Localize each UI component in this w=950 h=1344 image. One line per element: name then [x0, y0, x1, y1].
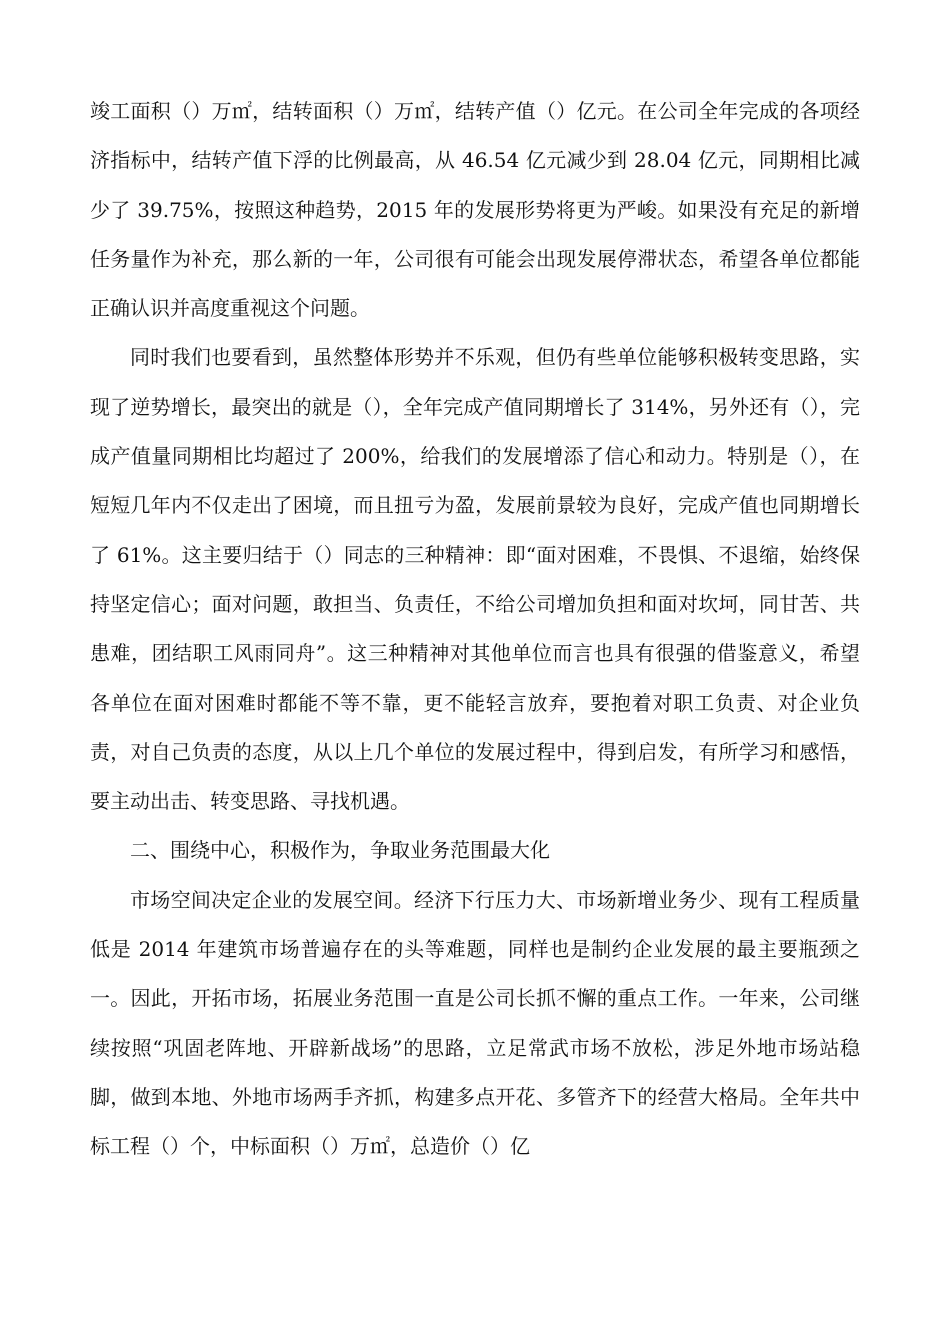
document-body	[90, 87, 860, 1172]
paragraph-completion-figures: 竣工面积（）万㎡，结转面积（）万㎡，结转产值（）亿元。在公司全年完成的各项经济指标中，结转产值下浮的比例最高，从 46.54 亿元减少到 28.04 亿元，同期相比减少了 39.75%，按照这种趋势，2015 年的发展形势将更为严峻。如果没有充足的新增任务量作为补充，那么新的一年，公司很有可能会出现发展停滞状态，希望各单位都能正确认识并高度重视这个问题。	[90, 99, 860, 321]
paragraph-market-expansion: 市场空间决定企业的发展空间。经济下行压力大、市场新增业务少、现有工程质量低是 2014 年建筑市场普遍存在的头等难题，同样也是制约企业发展的最主要瓶颈之一。因此，开拓市场，拓展业务范围一直是公司长抓不懈的重点工作。一年来，公司继续按照“巩固老阵地、开辟新战场”的思路，立足常武市场不放松，涉足外地市场站稳脚，做到本地、外地市场两手齐抓，构建多点开花、多管齐下的经营大格局。全年共中标工程（）个，中标面积（）万㎡，总造价（）亿	[90, 887, 860, 1159]
paragraph-growth-units: 同时我们也要看到，虽然整体形势并不乐观，但仍有些单位能够积极转变思路，实现了逆势增长，最突出的就是（），全年完成产值同期增长了 314%，另外还有（），完成产值量同期相比均超过了 200%，给我们的发展增添了信心和动力。特别是（），在短短几年内不仅走出了困境，而且扭亏为盈，发展前景较为良好，完成产值也同期增长了 61%。这主要归结于（）同志的三种精神：即“面对困难，不畏惧、不退缩，始终保持坚定信心；面对问题，敢担当、负责任，不给公司增加负担和面对坎坷，同甘苦、共患难，团结职工风雨同舟”。这三种精神对其他单位而言也具有很强的借鉴意义，希望各单位在面对困难时都能不等不靠，更不能轻言放弃，要抱着对职工负责、对企业负责，对自己负责的态度，从以上几个单位的发展过程中，得到启发，有所学习和感悟，要主动出击、转变思路、寻找机遇。	[90, 345, 860, 814]
section-heading: 二、围绕中心，积极作为，争取业务范围最大化	[130, 838, 550, 863]
